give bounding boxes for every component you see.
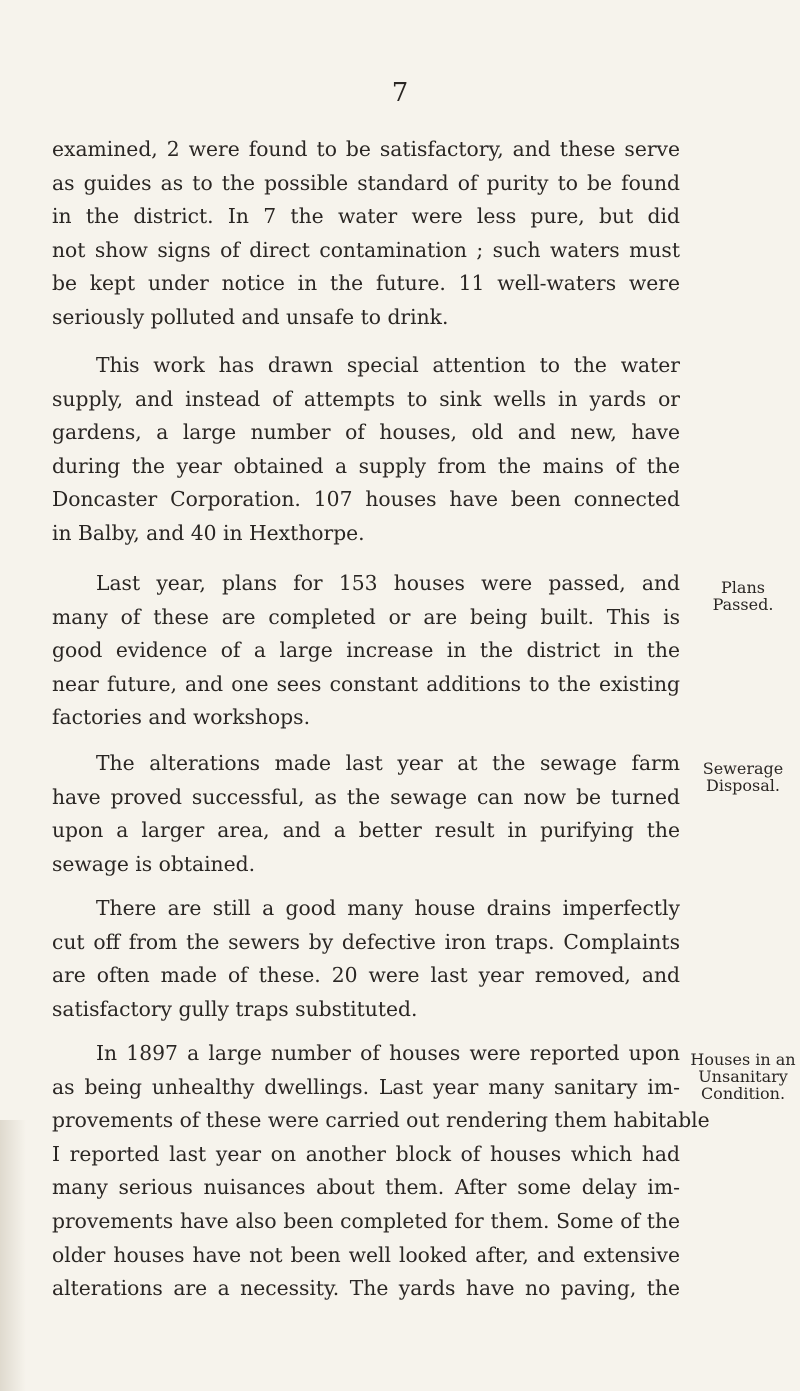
margin-note-line: Disposal.	[706, 776, 780, 795]
text-line: Last year, plans for 153 houses were passed, and	[96, 571, 680, 595]
text-line: as guides as to the possible standard of purity to be found	[52, 170, 680, 195]
text-line: factories and workshops.	[52, 705, 311, 730]
margin-note-line: Unsanitary	[698, 1067, 788, 1086]
text-line: This work has drawn special attention to the water	[96, 353, 680, 377]
margin-note-line: Sewerage	[702, 759, 784, 778]
text-line: are often made of these. 20 were last year removed, and	[52, 963, 680, 988]
text-line: supply, and instead of attempts to sink wells in yards or	[52, 386, 680, 411]
text-line: alterations are a necessity. The yards have no paving, the	[52, 1276, 680, 1301]
text-line: I reported last year on another block of houses which had	[52, 1141, 680, 1166]
text-line: satisfactory gully traps substituted.	[52, 996, 418, 1021]
text-line: provements have also been completed for them. Some of the	[52, 1208, 680, 1233]
text-line: gardens, a large number of houses, old and new, have	[52, 420, 680, 445]
margin-note-unsanitary-condition	[686, 1051, 800, 1102]
text-line: seriously polluted and unsafe to drink.	[52, 304, 449, 329]
text-line: The alterations made last year at the sewage farm	[96, 751, 680, 775]
text-line: near future, and one sees constant additions to the existing	[52, 671, 680, 696]
paragraph-unsanitary-houses	[52, 1037, 710, 1306]
text-line: during the year obtained a supply from the mains of the	[52, 453, 680, 478]
text-line: In 1897 a large number of houses were reported upon	[96, 1041, 680, 1065]
text-line: sewage is obtained.	[52, 851, 256, 876]
text-line: as being unhealthy dwellings. Last year many sanitary im-	[52, 1074, 680, 1099]
margin-note-line: Passed.	[712, 595, 774, 614]
text-line: not show signs of direct contamination ; such waters must	[52, 237, 680, 262]
text-line: Doncaster Corporation. 107 houses have been connected	[52, 487, 680, 512]
text-line: provements of these were carried out rendering them habitable	[52, 1108, 710, 1133]
text-line: have proved successful, as the sewage can now be turned	[52, 784, 680, 809]
paragraph-drains	[52, 892, 680, 1026]
paragraph-plans-passed	[52, 567, 680, 735]
page-edge-shadow	[0, 1120, 26, 1391]
page-number: 7	[391, 78, 409, 108]
text-line: upon a larger area, and a better result in purifying the	[52, 818, 680, 843]
paragraph-sewerage	[52, 747, 680, 881]
text-line: There are still a good many house drains imperfectly	[96, 896, 680, 920]
text-line: many serious nuisances about them. After some delay im-	[52, 1175, 680, 1200]
text-line: in the district. In 7 the water were less pure, but did	[52, 204, 680, 229]
text-line: cut off from the sewers by defective iron traps. Complaints	[52, 929, 680, 954]
text-line: good evidence of a large increase in the district in the	[52, 638, 680, 663]
margin-note-line: Plans	[721, 578, 765, 597]
text-line: many of these are completed or are being built. This is	[52, 604, 680, 629]
text-line: in Balby, and 40 in Hexthorpe.	[52, 520, 365, 545]
text-line: older houses have not been well looked after, and extensive	[52, 1242, 680, 1267]
text-line: be kept under notice in the future. 11 well-waters were	[52, 271, 680, 296]
text-line: examined, 2 were found to be satisfactory, and these serve	[52, 137, 680, 161]
paragraph-water-samples	[52, 133, 680, 335]
margin-note-plans-passed	[686, 579, 800, 613]
margin-note-sewerage-disposal	[686, 760, 800, 794]
paragraph-water-supply	[52, 349, 680, 551]
margin-note-line: Condition.	[700, 1084, 786, 1103]
margin-note-line: Houses in an	[690, 1050, 796, 1069]
